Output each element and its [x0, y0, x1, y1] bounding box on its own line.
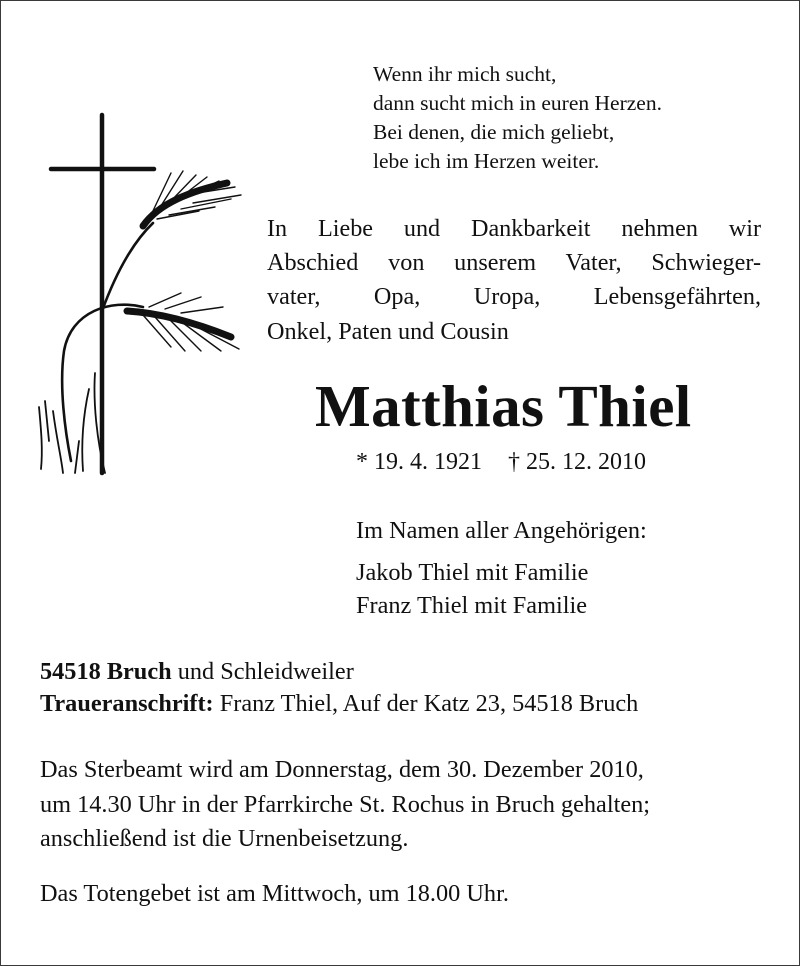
farewell-line: Abschied von unserem Vater, Schwieger- [267, 249, 761, 277]
cross-with-wheat-icon [31, 111, 246, 481]
mourning-address-label: Traueranschrift: [40, 690, 214, 717]
farewell-line: vater, Opa, Uropa, Lebensgefährten, [267, 283, 761, 311]
place-bold: 54518 Bruch [40, 658, 172, 685]
mourner-name: Jakob Thiel mit Familie [356, 559, 589, 586]
life-dates [356, 447, 646, 477]
service-line: anschließend ist die Urnenbeisetzung. [40, 825, 409, 852]
mourners [356, 514, 647, 622]
mourner-name: Franz Thiel mit Familie [356, 592, 588, 619]
deceased-name: Matthias Thiel [315, 373, 692, 439]
death-date: † 25. 12. 2010 [508, 449, 646, 475]
poem-line: Bei denen, die mich geliebt, [373, 120, 615, 144]
poem-line: dann sucht mich in euren Herzen. [373, 91, 662, 115]
service-line: um 14.30 Uhr in der Pfarrkirche St. Rochus in Bruch gehalten; [40, 790, 650, 818]
poem [373, 60, 783, 176]
mourning-address-line [40, 688, 638, 720]
poem-line: lebe ich im Herzen weiter. [373, 149, 600, 173]
farewell-line: In Liebe und Dankbarkeit nehmen wir [267, 215, 761, 242]
service-line: Das Sterbeamt wird am Donnerstag, dem 30. Dezember 2010, [40, 756, 644, 783]
service-info [40, 753, 650, 857]
mourning-address-value: Franz Thiel, Auf der Katz 23, 54518 Bruch [213, 690, 639, 717]
mourners-lead: Im Namen aller Angehörigen: [356, 517, 647, 544]
farewell-text [267, 212, 761, 349]
poem-line: Wenn ihr mich sucht, [373, 62, 557, 86]
address-block [40, 656, 638, 720]
place-rest: und Schleidweiler [171, 658, 354, 685]
farewell-line: Onkel, Paten und Cousin [267, 317, 509, 345]
prayer-info: Das Totengebet ist am Mittwoch, um 18.00 Uhr. [40, 880, 509, 907]
place-line [40, 656, 638, 688]
birth-date: * 19. 4. 1921 [356, 449, 482, 475]
